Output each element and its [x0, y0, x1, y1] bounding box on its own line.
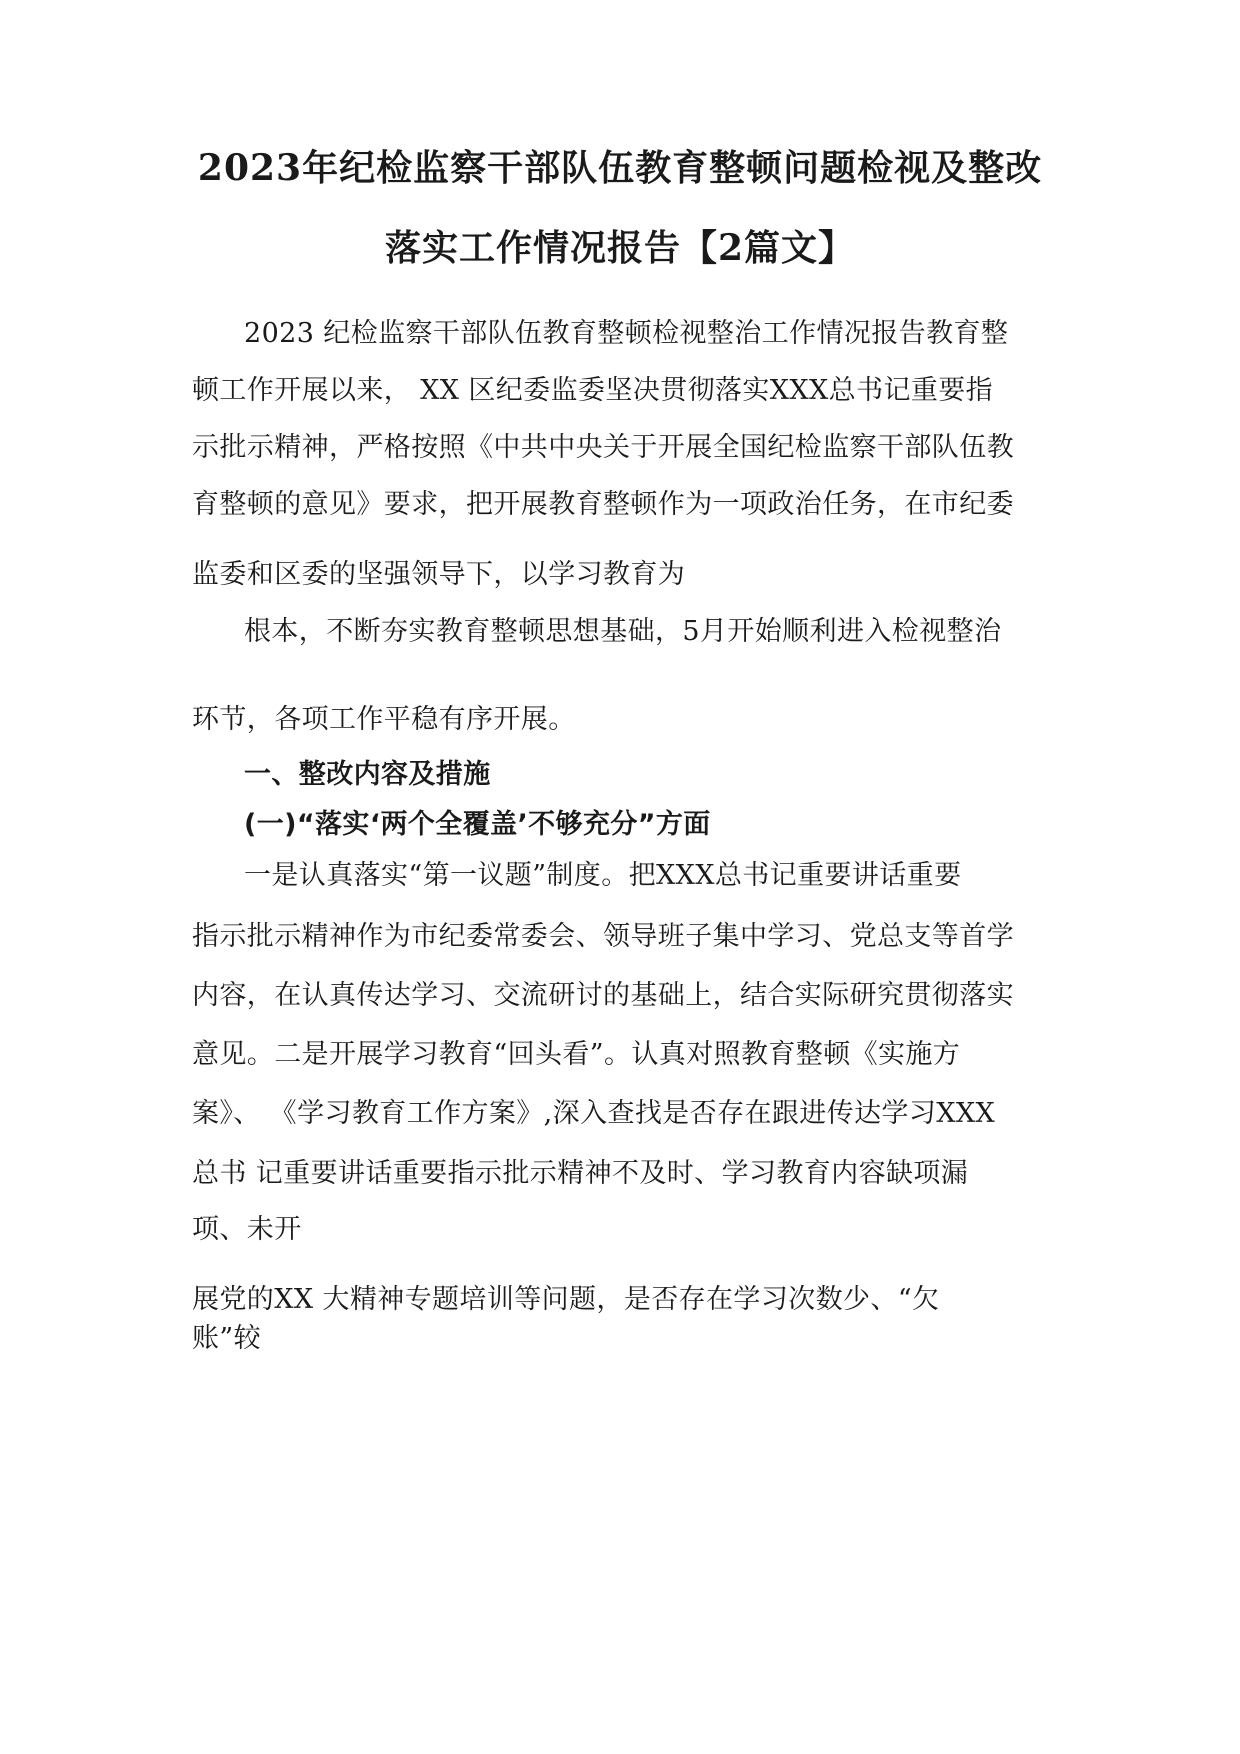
paragraph-line: 项、未开 — [192, 1214, 302, 1245]
paragraph-line: 展党的XX 大精神专题培训等问题，是否存在学习次数少、“欠 — [192, 1284, 940, 1315]
paragraph-line: 内容，在认真传达学习、交流研讨的基础上，结合实际研究贯彻落实 — [192, 980, 1014, 1011]
paragraph-line: 顿工作开展以来， XX 区纪委监委坚决贯彻落实XXX总书记重要指 — [192, 375, 994, 406]
paragraph-line: 指示批示精神作为市纪委常委会、领导班子集中学习、党总支等首学 — [192, 921, 1014, 952]
paragraph-line: 2023 纪检监察干部队伍教育整顿检视整治工作情况报告教育整 — [244, 318, 1009, 349]
paragraph-line: 一是认真落实“第一议题”制度。把XXX总书记重要讲话重要 — [244, 860, 962, 891]
paragraph-line: 意见。二是开展学习教育“回头看”。认真对照教育整顿《实施方 — [192, 1039, 961, 1070]
paragraph-line: 育整顿的意见》要求，把开展教育整顿作为一项政治任务，在市纪委 — [192, 489, 1014, 520]
paragraph-line: 账”较 — [192, 1323, 262, 1354]
section-heading: 一、整改内容及措施 — [244, 759, 491, 790]
document-title-line-1: 2023年纪检监察干部队伍教育整顿问题检视及整改 — [197, 147, 1043, 189]
paragraph-line: 监委和区委的坚强领导下，以学习教育为 — [192, 559, 686, 590]
paragraph-line: 根本，不断夯实教育整顿思想基础，5月开始顺利进入检视整治 — [244, 616, 1002, 647]
document-title-line-2: 落实工作情况报告【2篇文】 — [384, 227, 856, 269]
paragraph-line: 示批示精神，严格按照《中共中央关于开展全国纪检监察干部队伍教 — [192, 432, 1014, 463]
paragraph-line: 环节，各项工作平稳有序开展。 — [192, 704, 576, 735]
subsection-heading: (一)“落实‘两个全覆盖’不够充分”方面 — [244, 809, 711, 840]
paragraph-line: 总书 记重要讲话重要指示批示精神不及时、学习教育内容缺项漏 — [192, 1158, 969, 1189]
paragraph-line: 案》、 《学习教育工作方案》,深入查找是否存在跟进传达学习XXX — [192, 1098, 996, 1129]
